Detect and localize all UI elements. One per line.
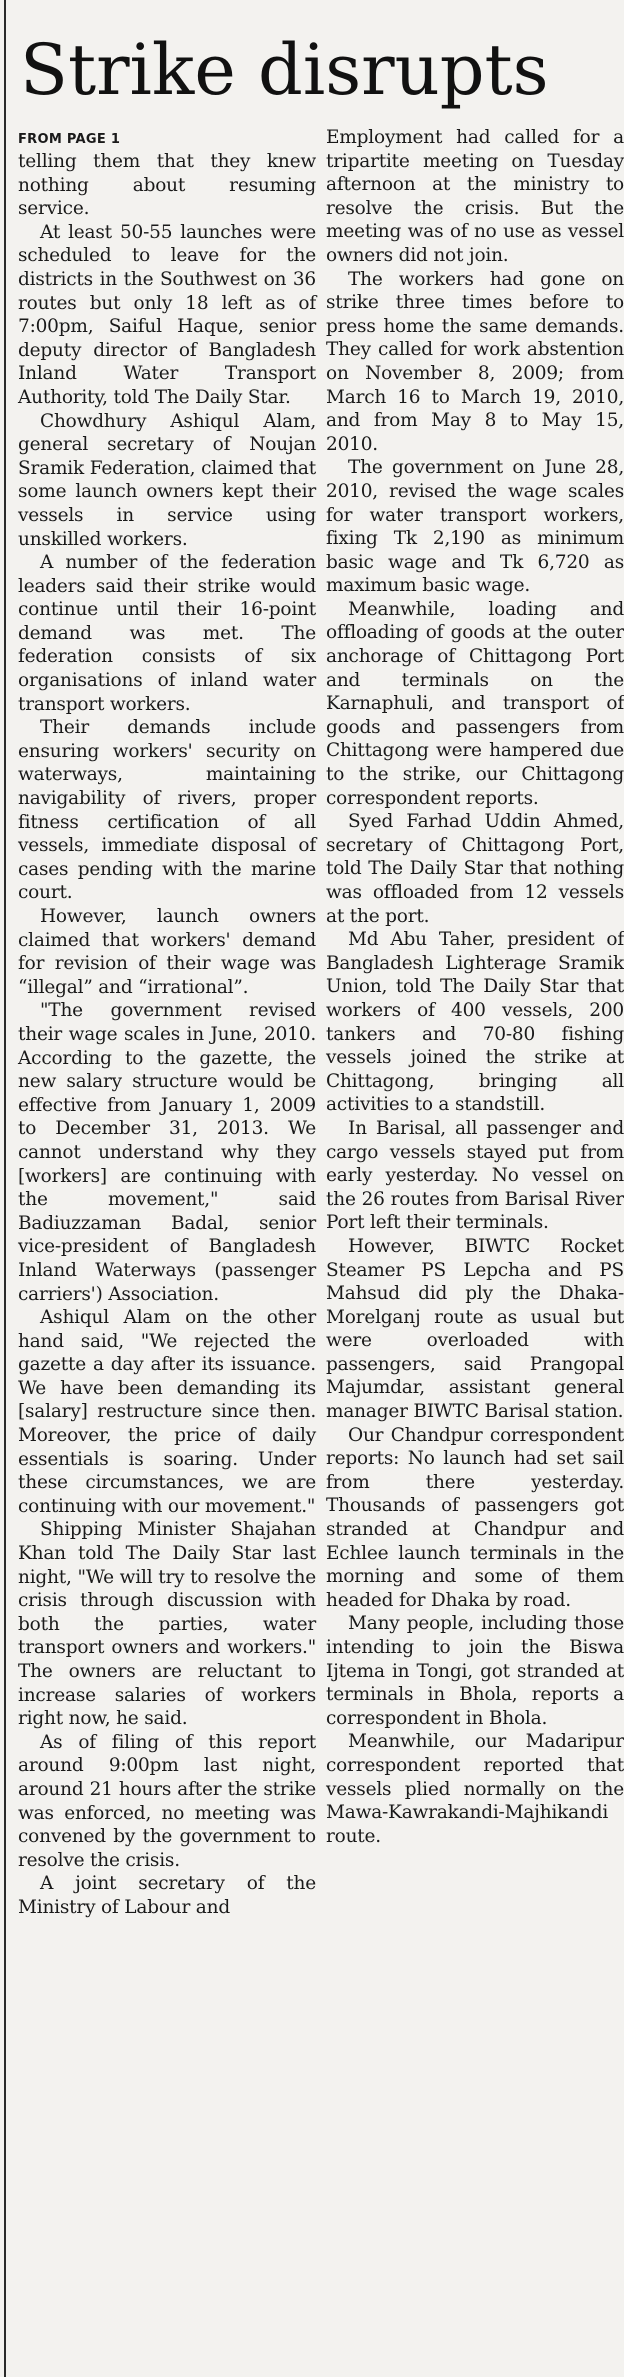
headline: Strike disrupts [20,29,549,111]
paragraph: Employment had called for a tripartite meeting on Tuesday afternoon at the ministry to resolve the crisis. But the meeting was of no use as vessel owners did not join. [326,127,624,266]
paragraph: Md Abu Taher, president of Bangladesh Lighterage Sramik Union, told The Daily Star that workers of 400 vessels, 200 tankers and 70-80 fishing vessels joined the strike at Chittagong, bringing all activities to a standstill. [326,929,624,1116]
paragraph: In Barisal, all passenger and cargo vessels stayed put from early yesterday. No vessel on the 26 routes from Barisal River Port left their terminals. [326,1117,624,1234]
paragraph: At least 50-55 launches were scheduled to leave for the districts in the Southwest on 36 routes but only 18 left as of 7:00pm, Saiful Haque, senior deputy director of Bangladesh Inland Water Transport Authority, told The Daily Star. [18,221,316,408]
paragraph: Shipping Minister Shajahan Khan told The Daily Star last night, "We will try to resolve the crisis through discussion with both the parties, water transport owners and workers." The owners are reluctant to increase salaries of workers right now, he said. [18,1519,316,1730]
paragraph: The government on June 28, 2010, revised the wage scales for water transport workers, fixing Tk 2,190 as minimum basic wage and Tk 6,720 as maximum basic wage. [326,457,624,597]
paragraph: Many people, including those intending to join the Biswa Ijtema in Tongi, got stranded at terminals in Bhola, reports a correspondent in Bhola. [326,1613,624,1729]
paragraph: However, BIWTC Rocket Steamer PS Lepcha and PS Mahsud did ply the Dhaka-Morelganj route as usual but were overloaded with passengers, said Prangopal Majumdar, assistant general manager BIWTC Barisal station. [326,1235,624,1423]
paragraph: Our Chandpur correspondent reports: No launch had set sail from there yesterday. Thousands of passengers got stranded at Chandpur and Echlee launch terminals in the morning and some of them headed for Dhaka by road. [326,1424,624,1611]
paragraph: Syed Farhad Uddin Ahmed, secretary of Chittagong Port, told The Daily Star that nothing was offloaded from 12 vessels at the port. [326,811,624,927]
paragraph: "The government revised their wage scales in June, 2010. According to the gazette, the new salary structure would be effective from January 1, 2009 to December 31, 2013. We cannot understand why they [workers] are continuing with the movement," said Badiuzzaman Badal, senior vice-president of Bangladesh Inland Waterways (passenger carriers') Association. [18,1000,316,1305]
paragraph: Meanwhile, loading and offloading of goods at the outer anchorage of Chittagong Port and terminals on the Karnaphuli, and transport of goods and passengers from Chittagong were hampered due to the strike, our Chittagong correspondent reports. [326,598,624,809]
paragraph: Chowdhury Ashiqul Alam, general secretary of Noujan Sramik Federation, claimed that some launch owners kept their vessels in service using unskilled workers. [18,410,316,550]
paragraph: A joint secretary of the Ministry of Labour and [18,1873,316,1918]
paragraph: Their demands include ensuring workers' security on waterways, maintaining navigability of rivers, proper fitness certification of all vessels, immediate disposal of cases pending with the marine court. [18,717,316,904]
paragraph: As of filing of this report around 9:00pm last night, around 21 hours after the strike was enforced, no meeting was convened by the government to resolve the crisis. [18,1731,316,1871]
paragraph: The workers had gone on strike three times before to press home the same demands. They called for work abstention on November 8, 2009; from March 16 to March 19, 2010, and from May 8 to May 15, 2010. [326,268,624,455]
article-column-right [326,126,624,1848]
paragraph: A number of the federation leaders said their strike would continue until their 16-point demand was met. The federation consists of six organisations of inland water transport workers. [18,552,316,715]
paragraph: Meanwhile, our Madaripur correspondent reported that vessels plied normally on the Mawa-Kawrakandi-Majhikandi route. [326,1731,624,1847]
column-rule [4,0,6,2377]
kicker: FROM PAGE 1 [18,132,121,147]
paragraph: However, launch owners claimed that workers' demand for revision of their wage was “illegal” and “irrational”. [18,906,316,998]
paragraph: telling them that they knew nothing about resuming service. [18,151,316,220]
paragraph: Ashiqul Alam on the other hand said, "We rejected the gazette a day after its issuance. We have been demanding its [salary] restructure since then. Moreover, the price of daily essentials is soaring. Under these circumstances, we are continuing with our movement." [18,1307,316,1517]
article-column-left [18,132,316,1920]
